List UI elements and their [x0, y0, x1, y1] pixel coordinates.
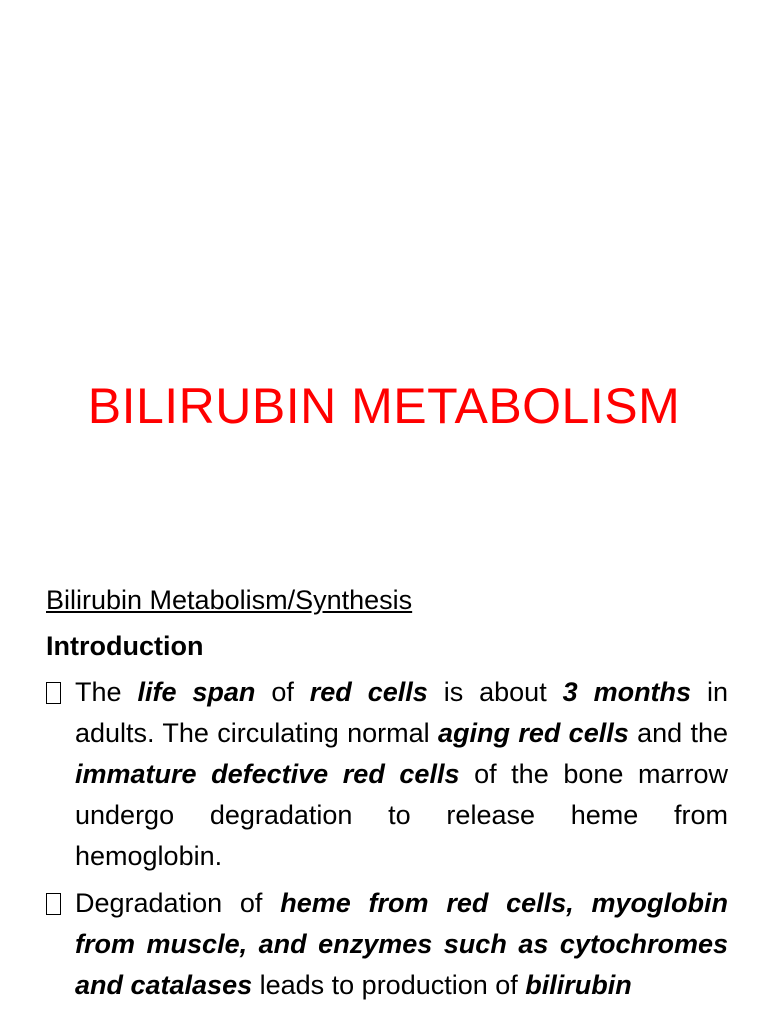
bullet-1-text-6: of the bone marrow undergo degradation to release heme from hemoglobin.: [75, 759, 728, 871]
section-heading: Introduction: [46, 631, 204, 661]
bullet-1-term-red-cells: red cells: [309, 677, 428, 707]
bullet-1-text-3: is about: [427, 677, 563, 707]
slide-content: [46, 580, 728, 1012]
bullet-item-2: [46, 883, 728, 1006]
bullet-1-term-life-span: life span: [137, 677, 256, 707]
bullet-1-text-2: of: [255, 677, 310, 707]
bullet-2-text-1: Degradation of: [75, 888, 281, 918]
bullet-2-term-heme-sources: heme from red cells, myoglobin from muscle, and enzymes such as cytochromes and catalases: [75, 888, 728, 1000]
square-bullet-icon: [46, 682, 61, 704]
bullet-1-text-4: in adults. The circulating normal: [75, 677, 728, 748]
section-subtitle: Bilirubin Metabolism/Synthesis: [46, 585, 413, 615]
bullet-1-term-immature-defective-red-cells: immature defective red cells: [75, 759, 460, 789]
bullet-2-term-bilirubin: bilirubin: [525, 970, 632, 1000]
bullet-2-text-2: leads to production of: [252, 970, 526, 1000]
bullet-1-term-aging-red-cells: aging red cells: [438, 718, 629, 748]
bullet-1-term-3-months: 3 months: [562, 677, 692, 707]
square-bullet-icon: [46, 893, 61, 915]
slide-title: BILIRUBIN METABOLISM: [87, 378, 681, 434]
bullet-item-1: [46, 672, 728, 877]
bullet-1-text-1: The: [75, 677, 138, 707]
bullet-1-text-5: and the: [628, 718, 728, 748]
